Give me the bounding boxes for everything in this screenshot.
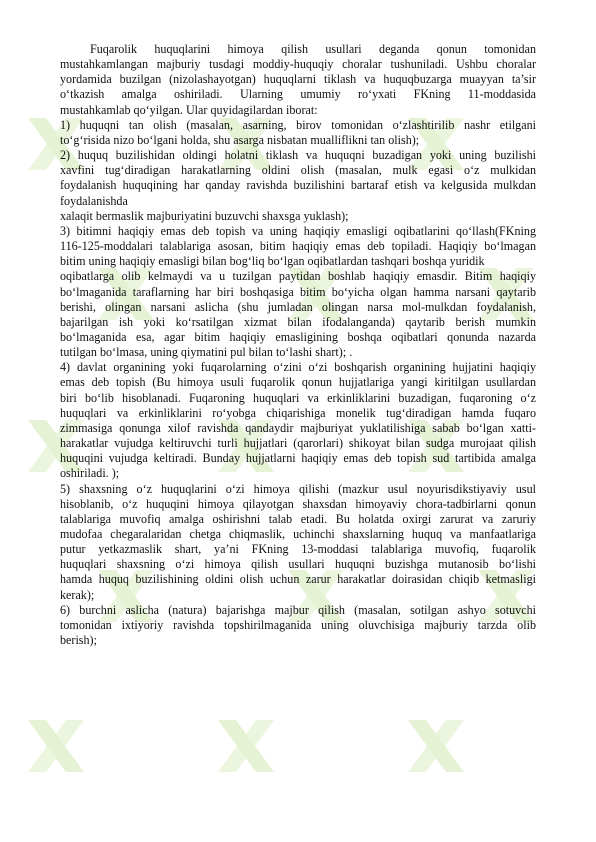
- text-line: yordamida buzilgan (nizolashayotgan) huquqlarni tiklash va huquqbuzarga muayyan ta’sir: [60, 72, 536, 87]
- green-x-logo-icon: [400, 710, 472, 782]
- text-line: zimmasiga qonunga xilof ravishda qandaydir majburiyat yuklatilishiga sabab bo‘lgan xatti-: [60, 420, 536, 435]
- text-line: xalaqit bermaslik majburiyatini buzuvchi shaxsga yuklash);: [60, 208, 349, 223]
- text-line: biri bo‘lib hisoblanadi. Fuqaroning huquqlari va erkinliklarini buzadigan, fuqaroning o‘z: [60, 390, 536, 405]
- text-line: 3) bitimni haqiqiy emas deb topish va uning haqiqiy emasligi oqibatlarini qo‘llash(FKning: [60, 223, 536, 238]
- text-line: foydalanish huquqining har qanday ravishda buzilishini bartaraf etish va kelgusida mulkdan: [60, 178, 536, 193]
- text-line: 4) davlat organining yoki fuqarolarning o‘zini o‘zi boshqarish organining hujjatini haqiqiy: [60, 360, 536, 375]
- text-line: emas deb topish (Bu himoya usuli fuqarolik qonun hujjatlariga yangi kiritilgan usullardan: [60, 375, 536, 390]
- text-line: foydalanishda: [60, 193, 128, 208]
- text-line: mudofaa chegaralaridan chetga chiqmaslik, uchinchi shaxslarning huquq va manfaatlariga: [60, 527, 536, 541]
- text-line: bajarilgan ish yoki ko‘rsatilgan xizmat bilan ifodalanganda) qaytarib berish mumkin: [60, 314, 536, 329]
- text-line: o‘tkazish amalga oshiriladi. Ularning umumiy ro‘yxati FKning 11-moddasida: [60, 87, 536, 102]
- text-line: hamda huquq buzilishining oldini olish uchun zarur harakatlar doirasidan chiqib ketmasligi: [60, 572, 536, 587]
- text-line: to‘g‘risida nizo bo‘lgani holda, shu asarga nisbatan mualliflikni tan olish);: [60, 132, 420, 147]
- text-line: kerak);: [60, 587, 95, 602]
- green-x-logo-icon: [20, 710, 92, 782]
- text-line: putur yetkazmaslik shart, ya’ni FKning 13-moddasi talablariga muvofiq, fuqarolik: [60, 542, 536, 557]
- text-line: tomonidan ixtiyoriy ravishda topshirilmaganida uning oluvchisiga majburiy tarzda olib: [60, 617, 536, 632]
- text-line: harakatlar vujudga keltiruvchi turli hujjatlari (qarorlari) shikoyat bilan sudga murojaat qilish: [60, 436, 536, 451]
- text-line: 5) shaxsning o‘z huquqlarini o‘zi himoya qilishi (mazkur usul noyurisdikstiyaviy usul: [60, 481, 536, 496]
- text-line: hisoblanib, o‘z huquqini himoya qilayotgan shaxsdan himoyaviy chora-tadbirlarni qonun: [60, 496, 536, 511]
- text-line: mustahkamlangan majburiy tusdagi moddiy-huquqiy choralar tushuniladi. Ushbu choralar: [60, 57, 536, 72]
- text-line: huquqlari va erkinliklarini ro‘yobga chiqarishiga monelik tug‘diradigan hamda fuqaro: [60, 405, 536, 420]
- text-line: berishi, olingan narsani aslicha (shu jumladan olingan narsa mol-mulkdan foydalanish,: [60, 299, 536, 314]
- text-line: oqibatlarga olib kelmaydi va u tuzilgan paytidan boshlab haqiqiy emasdir. Bitim haqiqiy: [60, 269, 536, 284]
- text-line: bo‘lmaganida esa, agar bitim haqiqiy emasligining boshqa oqibatlari qonunda nazarda: [60, 329, 536, 344]
- text-line: bo‘lmaganida taraflarning har biri boshqasiga bitim bo‘yicha olgan hamma narsani qaytarib: [60, 284, 536, 299]
- document-body: [60, 42, 536, 648]
- text-line: xavfini tug‘diradigan harakatlarning oldini olish (masalan, mulk egasi o‘z mulkidan: [60, 163, 536, 178]
- text-line: 2) huquq buzilishidan oldingi holatni tiklash va huquqni buzadigan yoki uning buzilishi: [60, 148, 536, 163]
- text-line: oshiriladi. );: [60, 466, 120, 481]
- text-line: bitim uning haqiqiy emasligi bilan bog‘liq bo‘lgan oqibatlardan tashqari boshqa yuridik: [60, 254, 485, 269]
- text-line: 6) burchni aslicha (natura) bajarishga majbur qilish (masalan, sotilgan ashyo sotuvchi: [60, 602, 536, 617]
- text-line: talablariga muvofiq amalga oshirishni talab etadi. Bu holatda oxirgi zarurat va zaruriy: [60, 511, 536, 526]
- text-line: Fuqarolik huquqlarini himoya qilish usullari deganda qonun tomonidan: [90, 42, 536, 56]
- text-line: 1) huquqni tan olish (masalan, asarning, birov tomonidan o‘zlashtirilib nashr etilgani: [60, 117, 536, 132]
- text-line: huquqlari shaxsning o‘zi himoya qilish usullari huquqni buzishga mutanosib bo‘lishi: [60, 557, 536, 572]
- text-line: huquqini vujudga keltiradi. Bunday hujjatlarni haqiqiy emas deb topish sud tartibida amalga: [60, 451, 536, 466]
- text-line: tutilgan bo‘lmasa, uning qiymatini pul bilan to‘lashi shart); .: [60, 345, 353, 360]
- green-x-logo-icon: [210, 710, 282, 782]
- text-line: mustahkamlab qo‘yilgan. Ular quyidagilardan iborat:: [60, 102, 318, 117]
- text-line: 116-125-moddalari talablariga asosan, bitim haqiqiy emas deb topiladi. Haqiqiy bo‘lmagan: [60, 239, 536, 254]
- text-line: berish);: [60, 633, 97, 648]
